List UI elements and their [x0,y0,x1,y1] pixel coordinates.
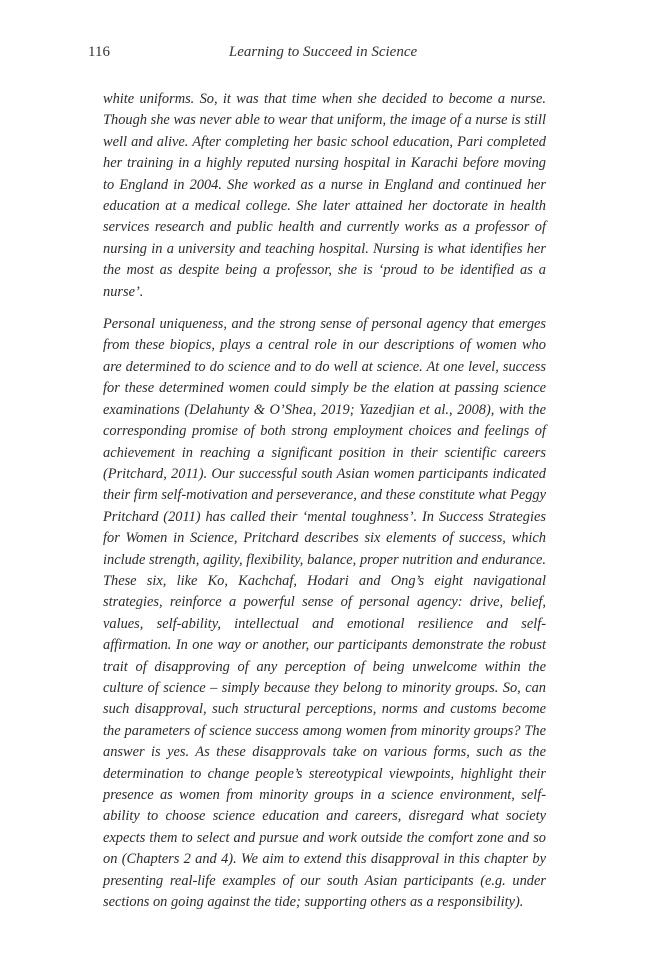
paragraph-2: Personal uniqueness, and the strong sense of personal agency that emerges from these biopics, plays a central role in our descriptions of women who are determined to do science and to do well at science. At one level, success for these determined women could simply be the elation at passing science examinations (Delahunty & O’Shea, 2019; Yazedjian et al., 2008), with the corresponding promise of both strong employment choices and feelings of achievement in reaching a significant position in their scientific careers (Pritchard, 2011). Our successful south Asian women participants indicated their firm self-motivation and perseverance, and these constitute what Peggy Pritchard (2011) has called their ‘mental toughness’. In Success Strategies for Women in Science, Pritchard describes six elements of success, which include strength, agility, flexibility, balance, proper nutrition and endurance. These six, like Ko, Kachchaf, Hodari and Ong’s eight navigational strategies, reinforce a powerful sense of personal agency: drive, belief, values, self-ability, intellectual and emotional resilience and self-affirmation. In one way or another, our participants demonstrate the robust trait of disapproving of any perception of being unwelcome within the culture of science – simply because they belong to minority groups. So, can such disapproval, such structural perceptions, norms and customs become the parameters of science success among women from minority groups? The answer is yes. As these disapprovals take on various forms, such as the determination to change people’s stereotypical viewpoints, highlight their presence as women from minority groups in a science environment, self-ability to choose science education and careers, disregard what society expects them to select and pursue and work outside the comfort zone and so on (Chapters 2 and 4). We aim to extend this disapproval in this chapter by presenting real-life examples of our south Asian participants (e.g. under sections on going against the tide; supporting others as a responsibility). [103,316,546,911]
body-text [103,89,546,924]
paragraph-1: white uniforms. So, it was that time when she decided to become a nurse. Though she was never able to wear that uniform, the image of a nurse is still well and alive. After completing her basic school education, Pari completed her training in a highly reputed nursing hospital in Karachi before moving to England in 2004. She worked as a nurse in England and continued her education at a medical college. She later attained her doctorate in health services research and public health and currently works as a professor of nursing in a university and teaching hospital. Nursing is what identifies her the most as despite being a professor, she is ‘proud to be identified as a nurse’. [103,91,546,300]
running-head: Learning to Succeed in Science [228,44,418,60]
page-header [88,44,558,64]
page-number: 116 [88,44,110,60]
